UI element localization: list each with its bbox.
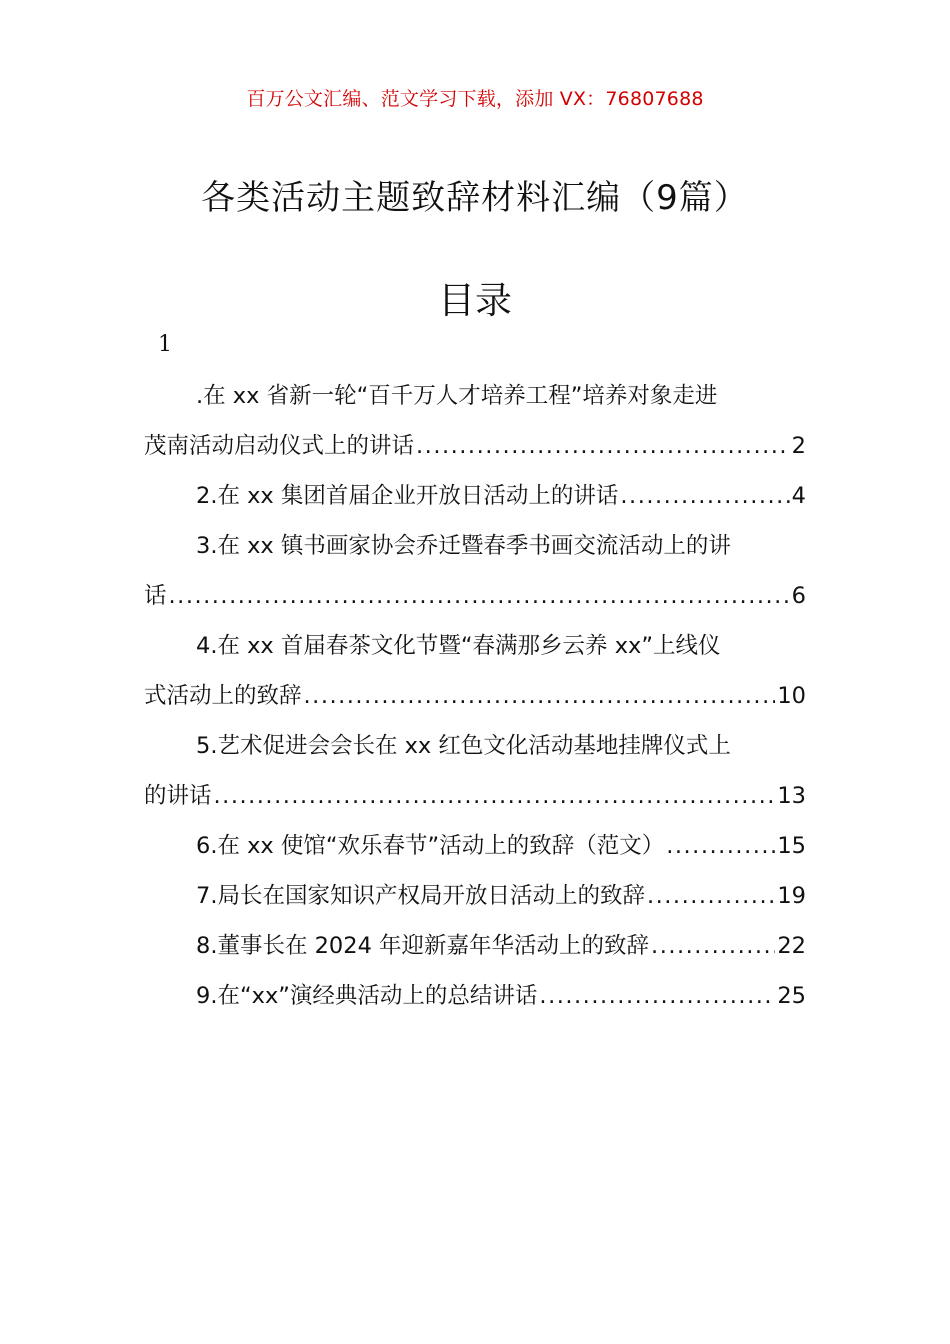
dot-leader xyxy=(539,971,775,1021)
toc-page-number: 6 xyxy=(791,583,806,609)
toc-entry-text: .在 xx 省新一轮“百千万人才培养工程”培养对象走进 xyxy=(196,383,718,409)
dot-leader xyxy=(416,421,790,471)
dot-leader xyxy=(169,571,790,621)
toc-entry-9[interactable] xyxy=(144,971,806,1021)
toc-page-number: 19 xyxy=(777,883,806,909)
document-title: 各类活动主题致辞材料汇编（9篇） xyxy=(201,178,749,218)
toc-page-number: 22 xyxy=(777,933,806,959)
toc-entry-text: 3.在 xx 镇书画家协会乔迁暨春季书画交流活动上的讲 xyxy=(196,533,731,559)
toc-page-number: 10 xyxy=(777,683,806,709)
toc-entry-1[interactable] xyxy=(144,371,806,471)
toc-page-number: 4 xyxy=(791,483,806,509)
toc-entry-text-cont: 话 xyxy=(144,583,167,609)
toc-page-number: 13 xyxy=(777,783,806,809)
dot-leader xyxy=(666,821,775,871)
toc-entry-text: 5.艺术促进会会长在 xx 红色文化活动基地挂牌仪式上 xyxy=(196,733,731,759)
toc-entry-8[interactable] xyxy=(144,921,806,971)
toc-entry-text: 2.在 xx 集团首届企业开放日活动上的讲话 xyxy=(196,483,619,509)
dot-leader xyxy=(647,871,775,921)
toc-entry-text: 4.在 xx 首届春茶文化节暨“春满那乡云养 xx”上线仪 xyxy=(196,633,721,659)
toc-entry-4[interactable] xyxy=(144,621,806,721)
toc-entry-text: 7.局长在国家知识产权局开放日活动上的致辞 xyxy=(196,883,645,909)
dot-leader xyxy=(651,921,775,971)
toc-entry-6[interactable] xyxy=(144,821,806,871)
toc-entry-5[interactable] xyxy=(144,721,806,821)
toc-page-number: 15 xyxy=(777,833,806,859)
toc-entry-text: 9.在“xx”演经典活动上的总结讲话 xyxy=(196,983,538,1009)
header-banner: 百万公文汇编、范文学习下载，添加 VX：76807688 xyxy=(246,88,704,110)
toc-entry-text-cont: 的讲话 xyxy=(144,783,212,809)
toc-page-number: 25 xyxy=(777,983,806,1009)
dot-leader xyxy=(214,771,776,821)
toc-page-number: 2 xyxy=(791,433,806,459)
dot-leader xyxy=(304,671,776,721)
table-of-contents xyxy=(144,371,806,1021)
toc-entry-3[interactable] xyxy=(144,521,806,621)
toc-entry-text-cont: 式活动上的致辞 xyxy=(144,683,302,709)
list-marker: 1 xyxy=(158,332,172,357)
toc-entry-text-cont: 茂南活动启动仪式上的讲话 xyxy=(144,433,415,459)
toc-entry-2[interactable] xyxy=(144,471,806,521)
toc-heading: 目录 xyxy=(438,279,512,322)
toc-entry-7[interactable] xyxy=(144,871,806,921)
toc-entry-text: 6.在 xx 使馆“欢乐春节”活动上的致辞（范文） xyxy=(196,833,665,859)
toc-entry-text: 8.董事长在 2024 年迎新嘉年华活动上的致辞 xyxy=(196,933,650,959)
dot-leader xyxy=(620,471,789,521)
